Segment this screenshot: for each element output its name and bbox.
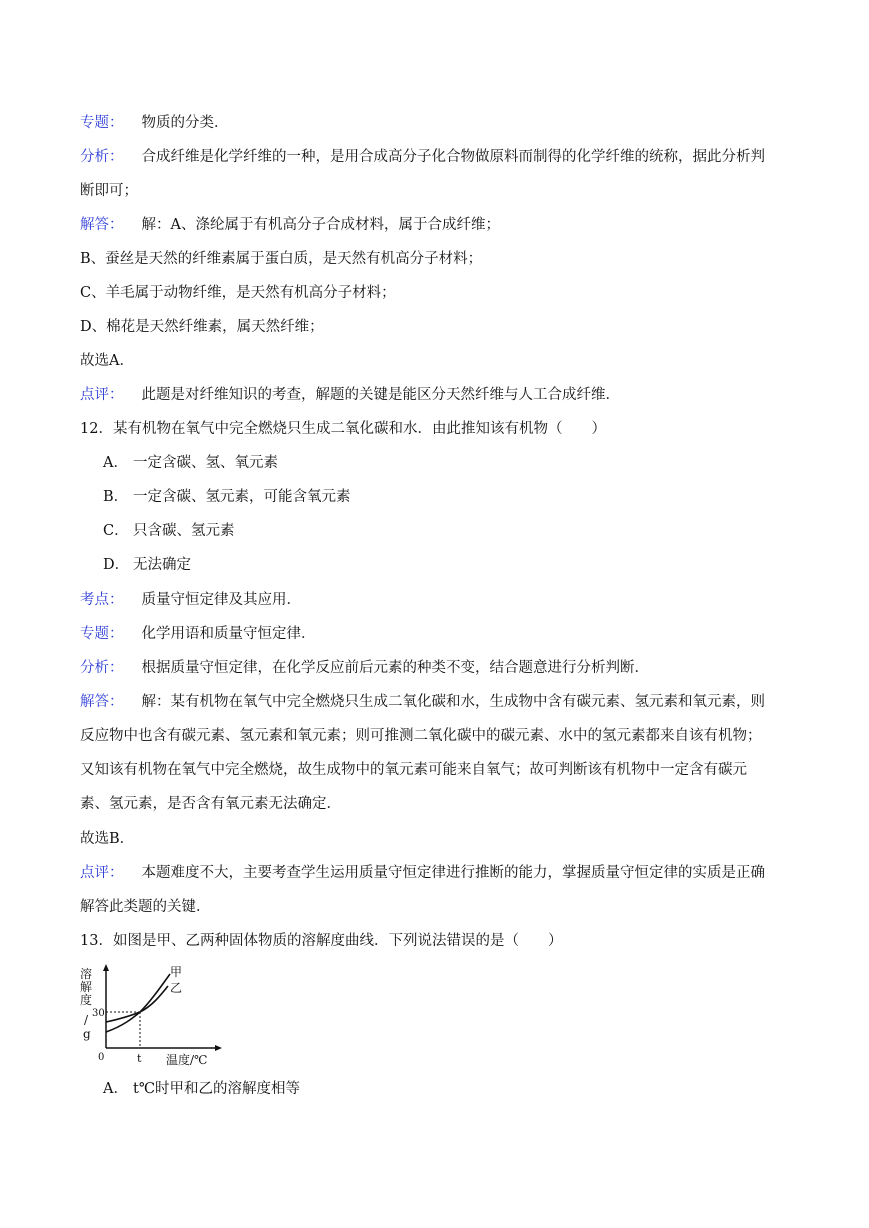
option-text: 只含碳、氢元素 <box>133 523 235 539</box>
y-axis-arrow <box>103 964 109 971</box>
section-comment-2 <box>80 863 795 883</box>
question-13-option-a <box>103 1079 818 1099</box>
section-comment <box>80 385 795 405</box>
comment-label: 点评： <box>80 865 124 881</box>
option-text: t℃时甲和乙的溶解度相等 <box>133 1081 301 1097</box>
section-topic-2 <box>80 624 795 644</box>
x-tick-label: t <box>137 1052 142 1065</box>
answer-2-line-4 <box>80 794 795 814</box>
answer-choice-text: 故选A． <box>80 353 134 369</box>
x-axis-label: 温度/℃ <box>166 1053 208 1067</box>
answer-2-line-3 <box>80 760 795 780</box>
option-label: A． <box>103 455 128 471</box>
answer-text: 解：A、涤纶属于有机高分子合成材料，属于合成纤维； <box>141 217 500 233</box>
question-12-option-b <box>103 487 818 507</box>
answer-line-b-text: B、蚕丝是天然的纤维素属于蛋白质，是天然有机高分子材料； <box>80 251 483 267</box>
topic-text: 物质的分类． <box>141 115 229 131</box>
question-12-option-c <box>103 521 818 541</box>
answer-line-b <box>80 249 795 269</box>
analysis-continued-text: 断即可； <box>80 183 138 199</box>
key-point-text: 质量守恒定律及其应用． <box>141 592 301 608</box>
answer-line-c-text: C、羊毛属于动物纤维，是天然有机高分子材料； <box>80 285 396 301</box>
y-label-char-1: 溶 <box>80 967 93 981</box>
option-label: C． <box>103 523 129 539</box>
topic-text: 化学用语和质量守恒定律． <box>141 626 316 642</box>
question-12-option-a <box>103 453 818 473</box>
solubility-curve-figure <box>78 962 238 1068</box>
question-13-text: 13．如图是甲、乙两种固体物质的溶解度曲线．下列说法错误的是（ ） <box>80 933 563 949</box>
y-label-slash: / <box>84 1013 89 1027</box>
answer-label: 解答： <box>80 694 124 710</box>
analysis-label: 分析： <box>80 149 124 165</box>
topic-label: 专题： <box>80 626 124 642</box>
comment-label: 点评： <box>80 387 124 403</box>
answer-label: 解答： <box>80 217 124 233</box>
y-label-char-3: 度 <box>80 993 93 1007</box>
y-label-char-2: 解 <box>80 980 93 994</box>
y-label-unit: g <box>83 1027 91 1041</box>
option-label: D． <box>103 557 130 573</box>
key-point-label: 考点： <box>80 592 124 608</box>
question-12-stem <box>80 419 795 439</box>
answer-2-line-3-text: 又知该有机物在氧气中完全燃烧，故生成物中的氧元素可能来自氧气；故可判断该有机物中一定含有碳元 <box>80 762 747 778</box>
analysis-text: 合成纤维是化学纤维的一种，是用合成高分子化合物做原料而制得的化学纤维的统称，据此分析判 <box>141 149 765 165</box>
section-analysis <box>80 147 795 167</box>
section-answer <box>80 215 795 235</box>
section-analysis-2 <box>80 658 795 678</box>
comment-text: 此题是对纤维知识的考查，解题的关键是能区分天然纤维与人工合成纤维． <box>141 387 620 403</box>
section-answer-2 <box>80 692 795 712</box>
answer-2-line-2-text: 反应物中也含有碳元素、氢元素和氧元素；则可推测二氧化碳中的碳元素、水中的氢元素都来自该有机物； <box>80 728 762 744</box>
option-text: 无法确定 <box>133 557 191 573</box>
answer-2-line-2 <box>80 726 795 746</box>
option-text: 一定含碳、氢元素，可能含氧元素 <box>133 489 351 505</box>
section-topic <box>80 113 795 133</box>
option-label: A． <box>103 1081 128 1097</box>
analysis-text: 根据质量守恒定律，在化学反应前后元素的种类不变，结合题意进行分析判断． <box>141 660 649 676</box>
answer-choice <box>80 351 795 371</box>
curve-jia-label: 甲 <box>170 965 183 979</box>
answer-text: 解：某有机物在氧气中完全燃烧只生成二氧化碳和水，生成物中含有碳元素、氢元素和氧元素，则 <box>141 694 765 710</box>
answer-2-choice-text: 故选B． <box>80 831 135 847</box>
topic-label: 专题： <box>80 115 124 131</box>
answer-2-line-4-text: 素、氢元素，是否含有氧元素无法确定． <box>80 796 341 812</box>
analysis-label: 分析： <box>80 660 124 676</box>
comment-2-continued <box>80 897 795 917</box>
curve-jia <box>106 974 170 1032</box>
option-text: 一定含碳、氢、氧元素 <box>133 455 278 471</box>
answer-line-c <box>80 283 795 303</box>
question-12-option-d <box>103 555 818 575</box>
y-tick-label: 30 <box>92 1008 105 1019</box>
analysis-continued <box>80 181 795 201</box>
question-12-text: 12．某有机物在氧气中完全燃烧只生成二氧化碳和水．由此推知该有机物（ ） <box>80 421 606 437</box>
section-key-point <box>80 590 795 610</box>
origin-label: 0 <box>98 1052 105 1063</box>
answer-line-d-text: D、棉花是天然纤维素，属天然纤维； <box>80 319 324 335</box>
answer-2-choice <box>80 829 795 849</box>
comment-text: 本题难度不大，主要考查学生运用质量守恒定律进行推断的能力，掌握质量守恒定律的实质是正确 <box>141 865 765 881</box>
comment-2-continued-text: 解答此类题的关键． <box>80 899 211 915</box>
answer-line-d <box>80 317 795 337</box>
question-13-stem <box>80 931 795 951</box>
x-axis-arrow <box>215 1045 222 1051</box>
curve-yi <box>106 986 168 1022</box>
option-label: B． <box>103 489 129 505</box>
curve-yi-label: 乙 <box>170 981 183 995</box>
